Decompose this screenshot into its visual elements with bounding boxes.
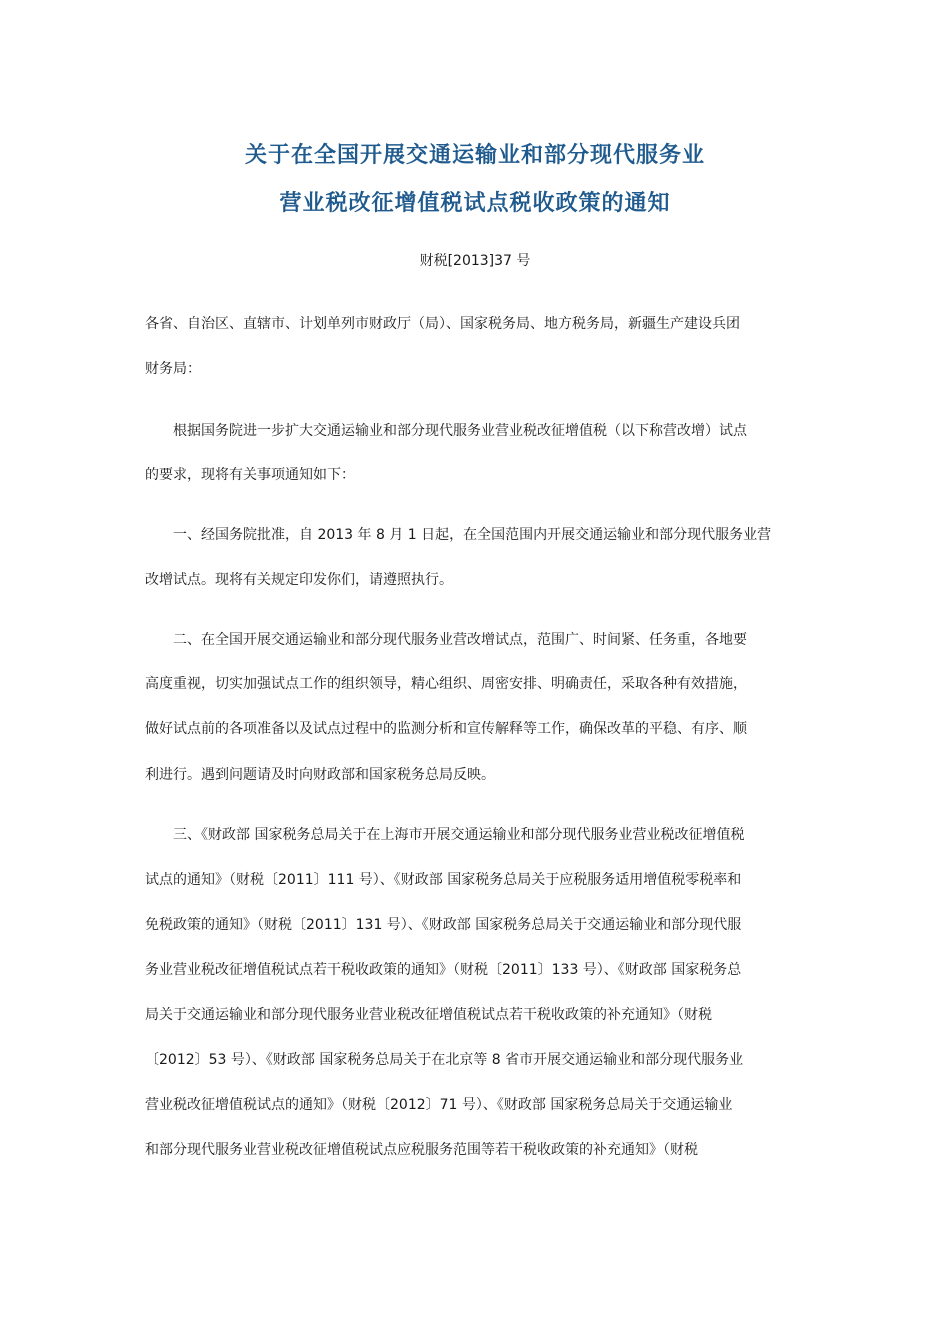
paragraph-line: 高度重视，切实加强试点工作的组织领导，精心组织、周密安排、明确责任，采取各种有效措施， [145,676,747,692]
paragraph-line: 免税政策的通知》（财税〔2011〕131 号）、《财政部 国家税务总局关于交通运输业和部分现代服 [145,917,742,933]
paragraph-line: 〔2012〕53 号）、《财政部 国家税务总局关于在北京等 8 省市开展交通运输业和部分现代服务业 [145,1052,744,1068]
document-number: 财税[2013]37 号 [419,253,531,269]
paragraph-line: 三、《财政部 国家税务总局关于在上海市开展交通运输业和部分现代服务业营业税改征增值税 [173,827,745,843]
paragraph-line: 一、经国务院批准，自 2013 年 8 月 1 日起，在全国范围内开展交通运输业和部分现代服务业营 [173,527,772,543]
addressee-line: 财务局： [145,361,201,377]
paragraph-line: 务业营业税改征增值税试点若干税收政策的通知》（财税〔2011〕133 号）、《财政部 国家税务总 [145,962,742,978]
addressee-line: 各省、自治区、直辖市、计划单列市财政厅（局）、国家税务局、地方税务局，新疆生产建设兵团 [145,316,740,332]
paragraph-line: 局关于交通运输业和部分现代服务业营业税改征增值税试点若干税收政策的补充通知》（财税 [145,1007,712,1023]
paragraph-line: 试点的通知》（财税〔2011〕111 号）、《财政部 国家税务总局关于应税服务适用增值税零税率和 [145,872,742,888]
document-title-line-1: 关于在全国开展交通运输业和部分现代服务业 [244,143,705,168]
paragraph-line: 改增试点。现将有关规定印发你们，请遵照执行。 [145,572,453,588]
paragraph-line: 的要求，现将有关事项通知如下： [145,467,355,483]
paragraph-line: 做好试点前的各项准备以及试点过程中的监测分析和宣传解释等工作，确保改革的平稳、有序、顺 [145,721,747,737]
paragraph-line: 根据国务院进一步扩大交通运输业和部分现代服务业营业税改征增值税（以下称营改增）试点 [173,423,747,439]
paragraph-line: 营业税改征增值税试点的通知》（财税〔2012〕71 号）、《财政部 国家税务总局关于交通运输业 [145,1097,733,1113]
paragraph-line: 和部分现代服务业营业税改征增值税试点应税服务范围等若干税收政策的补充通知》（财税 [145,1142,698,1158]
paragraph-line: 二、在全国开展交通运输业和部分现代服务业营改增试点，范围广、时间紧、任务重，各地要 [173,632,747,648]
paragraph-line: 利进行。遇到问题请及时向财政部和国家税务总局反映。 [145,767,495,783]
document-title-line-2: 营业税改征增值税试点税收政策的通知 [279,191,671,216]
